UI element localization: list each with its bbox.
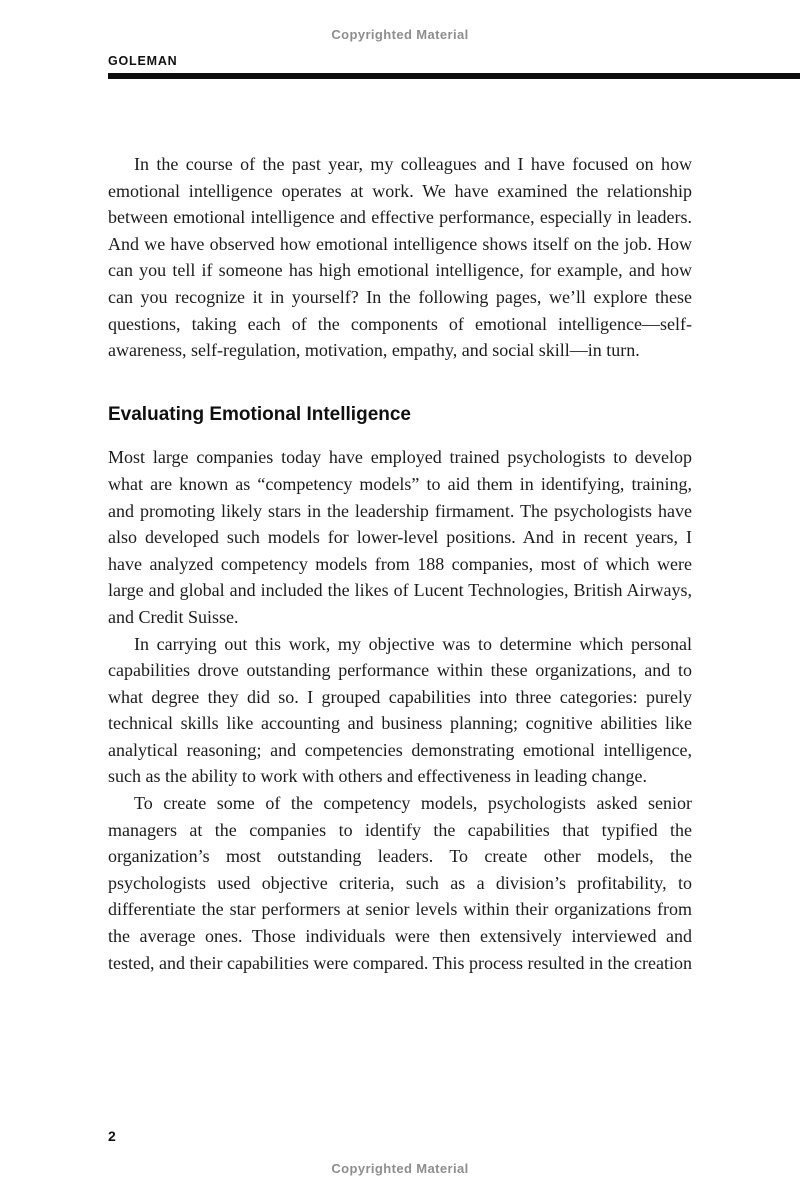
paragraph: Most large companies today have employed trained psychologists to develop what are known as “competency models” to aid them in identifying, training, and promoting likely stars in the leadership firmament. The psychologists have also developed such models for lower-level positions. And in recent years, I have analyzed competency models from 188 companies, most of which were large and global and included the likes of Lucent Technologies, British Airways, and Credit Suisse.: [108, 447, 692, 627]
copyright-notice-top: Copyrighted Material: [331, 27, 469, 42]
running-header-author: GOLEMAN: [108, 54, 178, 68]
paragraph-intro: In the course of the past year, my colleagues and I have focused on how emotional intelligence operates at work. We have examined the relationship between emotional intelligence and effective performance, especially in leaders. And we have observed how emotional intelligence shows itself on the job. How can you tell if someone has high emotional intelligence, for example, and how can you recognize it in yourself? In the following pages, we’ll explore these questions, taking each of the components of emotional intelligence—self-awareness, self-regulation, motivation, empathy, and social skill—in turn.: [108, 154, 692, 361]
page-content: [108, 0, 692, 976]
paragraph: To create some of the competency models, psychologists asked senior managers at the companies to identify the capabilities that typified the organization’s most outstanding leaders. To create other models, the psychologists used objective criteria, such as a division’s profitability, to differentiate the star performers at senior levels within their organizations from the average ones. Those individuals were then extensively interviewed and tested, and their capabilities were compared. This process resulted in the creation: [108, 793, 692, 973]
paragraph: In carrying out this work, my objective was to determine which personal capabilities drove outstanding performance within these organizations, and to what degree they did so. I grouped capabilities into three categories: purely technical skills like accounting and business planning; cognitive abilities like analytical reasoning; and competencies demonstrating emotional intelligence, such as the ability to work with others and effectiveness in leading change.: [108, 633, 692, 787]
copyright-notice-bottom: Copyrighted Material: [331, 1161, 469, 1176]
page-number: 2: [108, 1128, 116, 1144]
body-text: [108, 151, 692, 976]
header-rule: [108, 73, 800, 79]
section-heading: Evaluating Emotional Intelligence: [108, 403, 411, 425]
